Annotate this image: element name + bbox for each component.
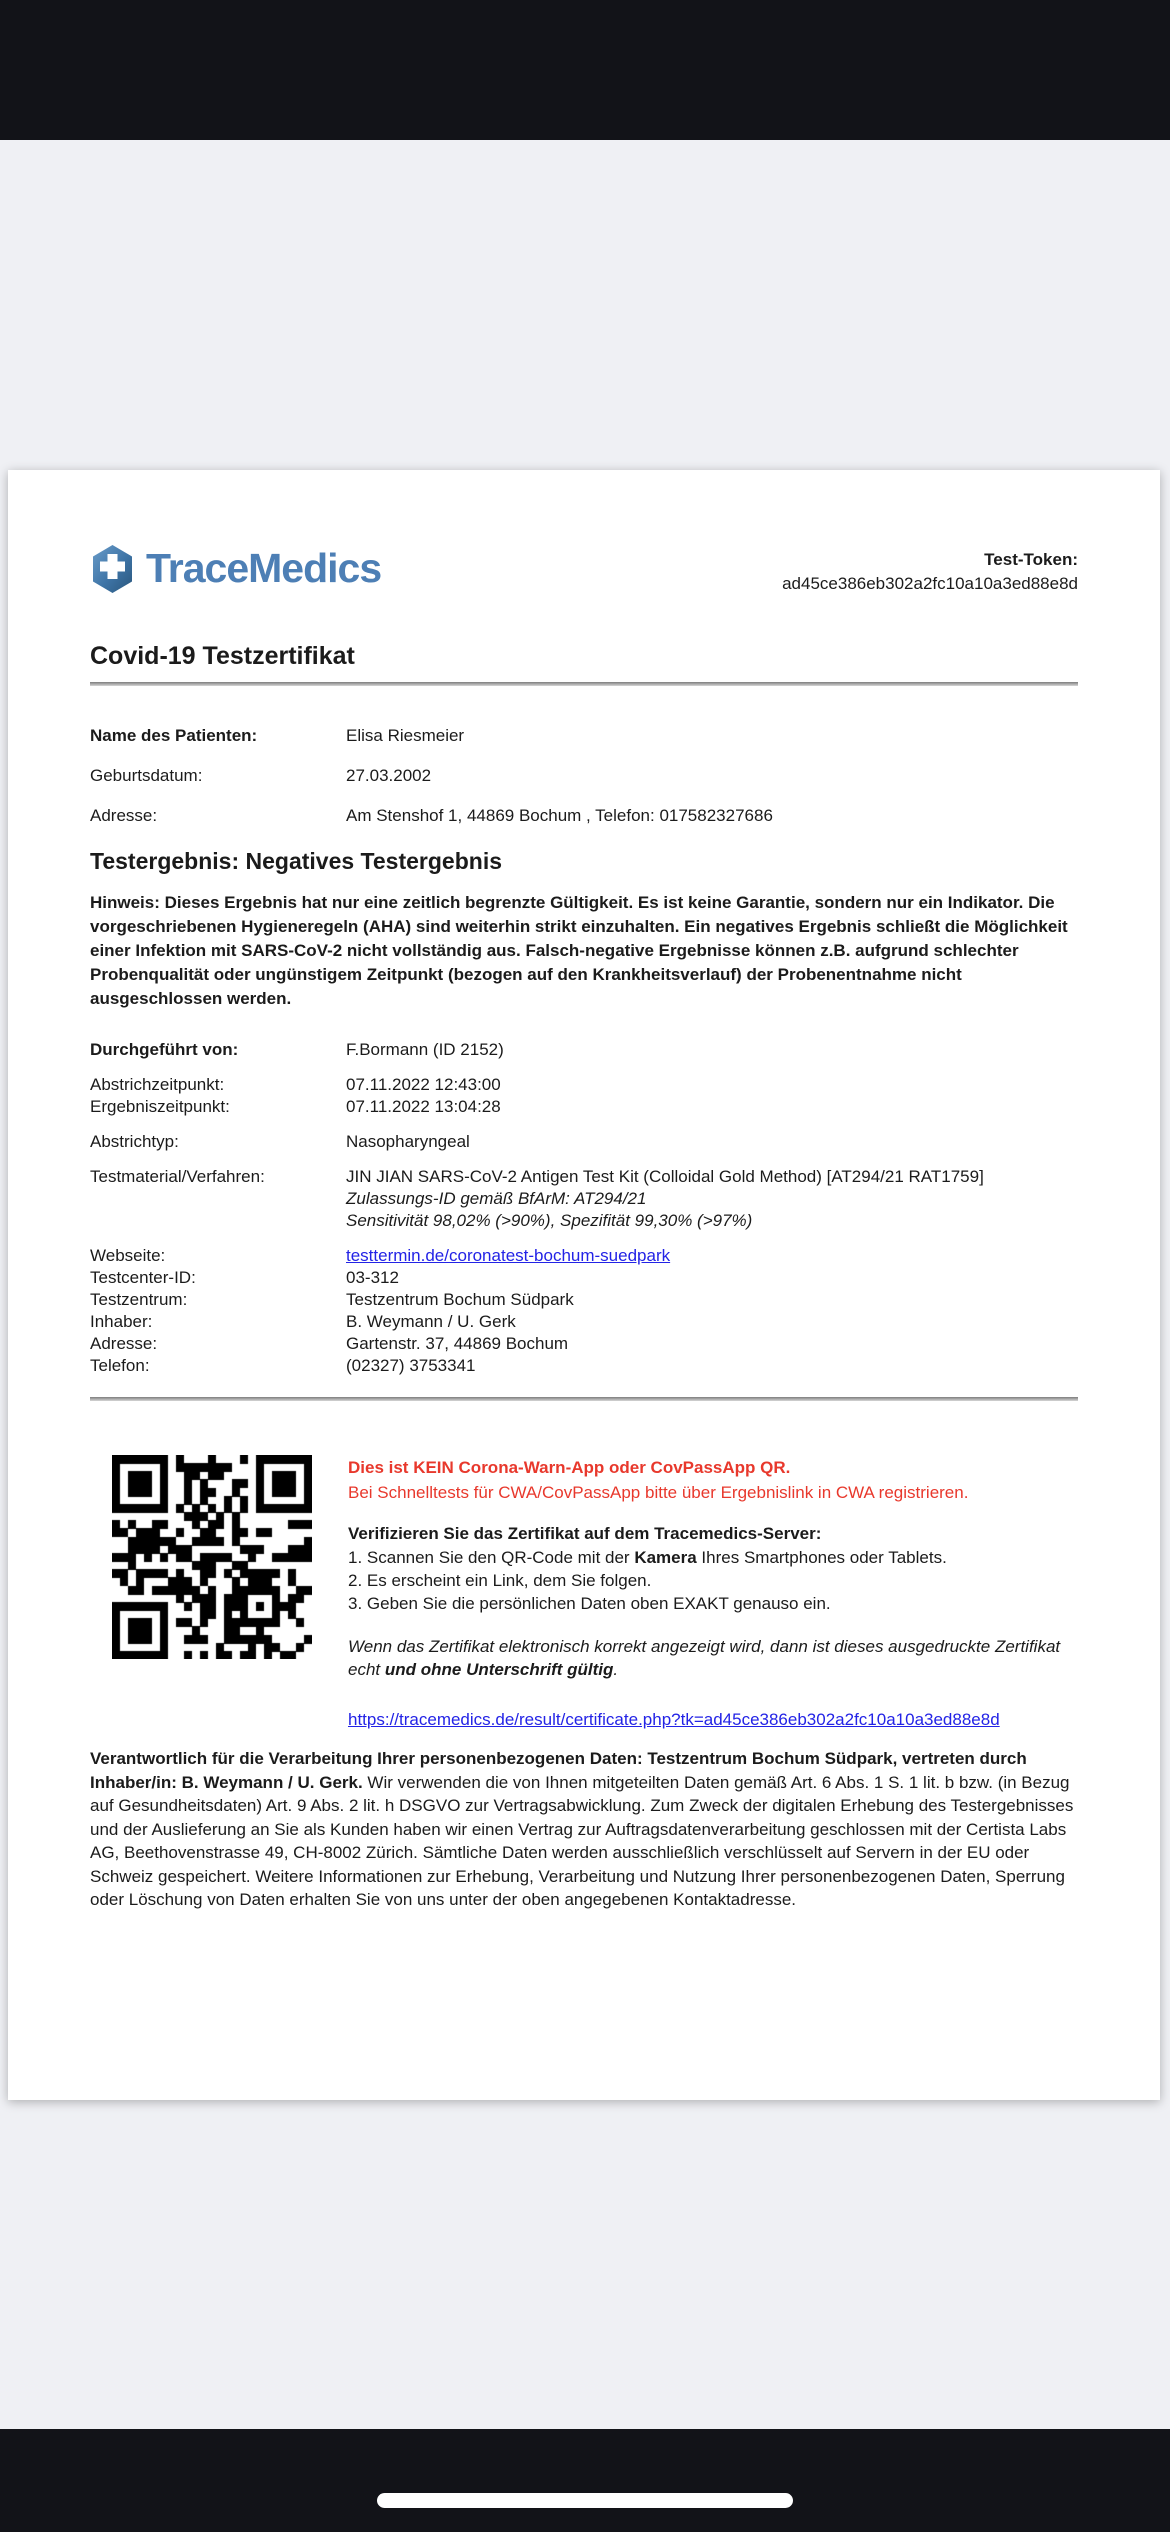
brand-logo (90, 542, 381, 594)
performed-by-value: F.Bormann (ID 2152) (346, 1040, 504, 1059)
test-material-value (346, 1166, 984, 1232)
center-address-row (90, 1333, 1078, 1355)
owner-row (90, 1311, 1078, 1333)
verification-text (348, 1455, 1078, 1731)
patient-name-label: Name des Patienten: (90, 726, 258, 745)
address-value: Am Stenshof 1, 44869 Bochum , Telefon: 017582327686 (346, 806, 773, 825)
divider (90, 682, 1078, 686)
patient-row (90, 766, 1078, 786)
testcenter-id-row (90, 1267, 1078, 1289)
bottom-system-bar (0, 2429, 1170, 2532)
center-address-value: Gartenstr. 37, 44869 Bochum (346, 1334, 569, 1353)
address-label: Adresse: (90, 806, 158, 825)
testcenter-value: Testzentrum Bochum Südpark (346, 1290, 574, 1309)
swab-time-value: 07.11.2022 12:43:00 (346, 1075, 501, 1094)
authenticity-note: Wenn das Zertifikat elektronisch korrekt angezeigt wird, dann ist dieses ausgedruckte Zertifikat echt und ohne Unterschrift gültig. (348, 1637, 1061, 1679)
privacy-responsible: Verantwortlich für die Verarbeitung Ihrer personenbezogenen Daten: Testzentrum Bochum Südpark, vertreten durch Inhaber/in: B. Weymann / U. Gerk. (90, 1749, 1027, 1792)
result-time-row (90, 1096, 1078, 1118)
patient-section (90, 726, 1078, 826)
testcenter-row (90, 1289, 1078, 1311)
document-header (90, 542, 1078, 598)
website-link[interactable]: testtermin.de/coronatest-bochum-suedpark (346, 1246, 671, 1265)
testcenter-label: Testzentrum: (90, 1290, 188, 1309)
birthdate-value: 27.03.2002 (346, 766, 432, 785)
qr-code-image (112, 1455, 312, 1659)
test-token-value: ad45ce386eb302a2fc10a10a3ed88e8d (782, 574, 1078, 593)
swab-time-label: Abstrichzeitpunkt: (90, 1075, 225, 1094)
performed-by-row (90, 1039, 1078, 1061)
verify-step-3: 3. Geben Sie die persönlichen Daten oben EXAKT genauso ein. (348, 1594, 831, 1613)
qr-warning-bold: Dies ist KEIN Corona-Warn-App oder CovPassApp QR. (348, 1458, 791, 1477)
test-kit-name: JIN JIAN SARS-CoV-2 Antigen Test Kit (Colloidal Gold Method) [AT294/21 RAT1759] (346, 1167, 984, 1186)
patient-name-value: Elisa Riesmeier (346, 726, 465, 745)
owner-label: Inhaber: (90, 1312, 153, 1331)
qr-section (90, 1455, 1078, 1731)
phone-value: (02327) 3753341 (346, 1356, 476, 1375)
website-row (90, 1245, 1078, 1267)
approval-id: Zulassungs-ID gemäß BfArM: AT294/21 (346, 1189, 647, 1208)
document-content (8, 470, 1160, 1912)
performed-by-label: Durchgeführt von: (90, 1040, 239, 1059)
result-time-value: 07.11.2022 13:04:28 (346, 1097, 501, 1116)
patient-row (90, 726, 1078, 746)
phone-row (90, 1355, 1078, 1377)
privacy-paragraph (90, 1747, 1080, 1912)
test-token-block (782, 542, 1078, 596)
verify-step-2: 2. Es erscheint ein Link, dem Sie folgen. (348, 1571, 652, 1590)
swab-type-value: Nasopharyngeal (346, 1132, 470, 1151)
qr-code (112, 1455, 312, 1731)
privacy-text: Wir verwenden die von Ihnen mitgeteilten Daten gemäß Art. 6 Abs. 1 S. 1 lit. b bzw. (in Bezug auf Gesundheitsdaten) Art. 9 Abs. 2 lit. h DSGVO zur Vertragsabwicklung. Zum Zweck der digitalen Erhebung des Testergebnisses und der Auslieferung an Sie als Kunden haben wir einen Vertrag zur Auftragsdatenverarbeitung geschlossen mit der Certista Labs AG, Beethovenstrasse 49, CH-8002 Zürich. Sämtliche Daten werden ausschließlich verschlüsselt auf Servern in der EU oder Schweiz gespeichert. Weitere Informationen zur Erhebung, Verarbeitung und Nutzung Ihrer personenbezogenen Daten, Sperrung oder Löschung von Daten erhalten Sie von uns unter der oben angegebenen Kontaktadresse. (90, 1772, 1074, 1909)
swab-time-row (90, 1074, 1078, 1096)
test-material-row (90, 1166, 1078, 1232)
notice-paragraph: Hinweis: Dieses Ergebnis hat nur eine zeitlich begrenzte Gültigkeit. Es ist keine Garantie, sondern nur ein Indikator. Die vorgeschriebenen Hygieneregeln (AHA) sind weiterhin strikt einzuhalten. Ein negatives Ergebnis schließt die Möglichkeit einer Infektion mit SARS-CoV-2 nicht vollständig aus. Falsch-negative Ergebnisse können z.B. aufgrund schlechter Probenqualität oder ungünstigem Zeitpunkt (bezogen auf den Krankheitsverlauf) der Probenentnahme nicht ausgeschlossen werden. (90, 893, 1068, 1008)
divider (90, 1397, 1078, 1401)
swab-type-row (90, 1131, 1078, 1153)
home-indicator[interactable] (377, 2493, 793, 2508)
result-time-label: Ergebniszeitpunkt: (90, 1097, 230, 1116)
testcenter-id-value: 03-312 (346, 1268, 399, 1287)
testcenter-id-label: Testcenter-ID: (90, 1268, 196, 1287)
verify-heading: Verifizieren Sie das Zertifikat auf dem Tracemedics-Server: (348, 1524, 822, 1543)
status-bar (0, 0, 1170, 140)
certificate-link[interactable]: https://tracemedics.de/result/certificate.php?tk=ad45ce386eb302a2fc10a10a3ed88e8d (348, 1710, 1000, 1729)
owner-value: B. Weymann / U. Gerk (346, 1312, 516, 1331)
center-address-label: Adresse: (90, 1334, 158, 1353)
phone-label: Telefon: (90, 1356, 150, 1375)
swab-type-label: Abstrichtyp: (90, 1132, 179, 1151)
qr-warning-text: Bei Schnelltests für CWA/CovPassApp bitte über Ergebnislink in CWA registrieren. (348, 1483, 969, 1502)
patient-row (90, 806, 1078, 826)
test-token-label: Test-Token: (984, 550, 1078, 569)
website-label: Webseite: (90, 1246, 166, 1265)
birthdate-label: Geburtsdatum: (90, 766, 203, 785)
verify-step-1: 1. Scannen Sie den QR-Code mit der Kamera Ihres Smartphones oder Tablets. (348, 1548, 947, 1567)
page-title: Covid-19 Testzertifikat (90, 642, 355, 670)
cross-hexagon-icon (90, 544, 135, 594)
test-details-section (90, 1039, 1078, 1377)
certificate-document (8, 470, 1160, 2100)
brand-name: TraceMedics (146, 544, 382, 591)
test-material-label: Testmaterial/Verfahren: (90, 1167, 265, 1186)
result-heading: Testergebnis: Negatives Testergebnis (90, 848, 503, 874)
test-performance: Sensitivität 98,02% (>90%), Spezifität 99,30% (>97%) (346, 1211, 753, 1230)
